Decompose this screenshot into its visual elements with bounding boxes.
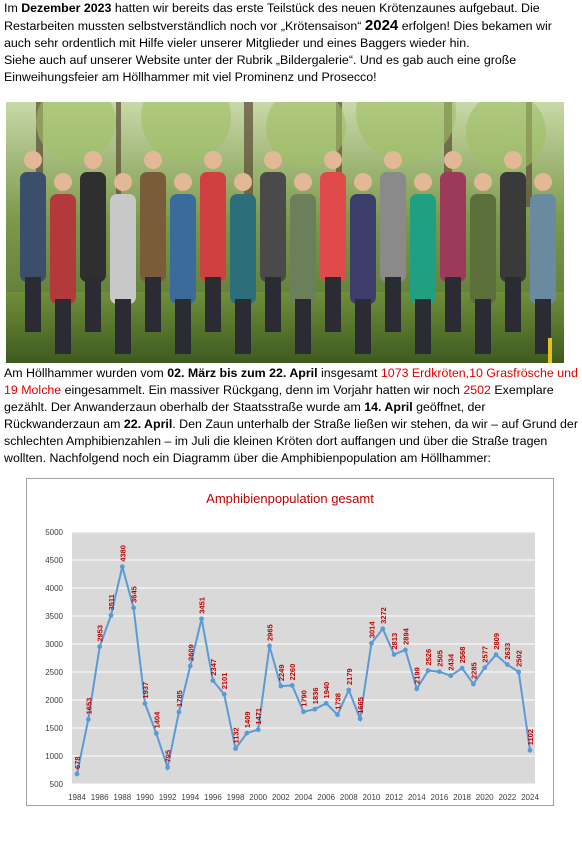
person-head — [84, 151, 102, 169]
data-label: 2813 — [390, 632, 400, 650]
person-body — [410, 194, 436, 304]
x-tick-label: 1986 — [90, 793, 109, 802]
y-tick-label: 3500 — [45, 612, 63, 621]
group-photo — [6, 102, 564, 363]
data-label: 1404 — [152, 711, 162, 729]
data-label: 3451 — [197, 597, 207, 614]
data-point — [154, 731, 159, 736]
data-point — [335, 712, 340, 717]
data-label: 4380 — [118, 545, 128, 562]
y-tick-label: 5000 — [45, 528, 63, 537]
person-body — [80, 172, 106, 282]
data-point — [131, 605, 136, 610]
data-label: 2502 — [514, 650, 524, 667]
person-legs — [55, 299, 71, 354]
person-legs — [175, 299, 191, 354]
data-label: 1940 — [322, 681, 332, 699]
person-body — [110, 194, 136, 304]
data-label: 2577 — [480, 646, 490, 663]
person-legs — [355, 299, 371, 354]
data-point — [278, 684, 283, 689]
x-tick-label: 1998 — [226, 793, 245, 802]
data-label: 1409 — [242, 711, 252, 729]
data-label: 2633 — [503, 642, 513, 660]
data-point — [267, 644, 272, 649]
data-label: 3511 — [106, 594, 116, 611]
person-head — [54, 173, 72, 191]
y-tick-label: 2500 — [45, 668, 63, 677]
x-tick-label: 2002 — [271, 793, 290, 802]
data-point — [211, 678, 216, 683]
data-label: 2965 — [265, 624, 275, 641]
data-point — [414, 686, 419, 691]
data-label: 2894 — [401, 628, 411, 645]
x-tick-label: 1992 — [158, 793, 177, 802]
person-legs — [235, 299, 251, 354]
intro-paragraph: Im Dezember 2023 hatten wir bereits das erste Teilstück des neuen Krötenzaunes aufgebaut. Die Restarbeiten mussten selbstverständlich noch vor „Krötensaison“ 2024 erfolgen! Dies bekamen wir auch sehr ordentlich mit Hilfe vieler unserer Mitglieder und eines Baggers wieder hin. Siehe auch auf unserer Website unter der Rubrik „Bildergalerie“. Und es gab auch eine große Einweihungsfeier am Höllhammer mit viel Prominenz und Prosecco! — [4, 1, 552, 84]
data-point — [346, 688, 351, 693]
person-body — [320, 172, 346, 282]
data-label: 1790 — [299, 690, 309, 707]
data-label: 3014 — [367, 621, 377, 639]
data-label: 3645 — [129, 586, 139, 603]
data-point — [301, 709, 306, 714]
data-label: 2434 — [446, 653, 456, 671]
person-body — [380, 172, 406, 282]
person-head — [414, 173, 432, 191]
data-label: 3272 — [378, 607, 388, 624]
x-tick-label: 2006 — [317, 793, 336, 802]
person-body — [170, 194, 196, 304]
data-label: 2199 — [412, 667, 422, 684]
person-body — [140, 172, 166, 282]
data-label: 1785 — [174, 690, 184, 707]
data-point — [244, 731, 249, 736]
person-legs — [505, 277, 521, 332]
data-label: 2347 — [208, 658, 218, 676]
data-point — [460, 666, 465, 671]
x-tick-label: 2022 — [498, 793, 517, 802]
data-point — [324, 701, 329, 706]
person-legs — [325, 277, 341, 332]
data-label: 1836 — [310, 687, 320, 705]
data-point — [177, 710, 182, 715]
x-tick-label: 1984 — [68, 793, 86, 802]
data-point — [97, 644, 102, 649]
y-tick-label: 1000 — [45, 752, 63, 761]
data-point — [165, 765, 170, 770]
data-point — [290, 683, 295, 688]
person-body — [50, 194, 76, 304]
data-point — [75, 772, 80, 777]
data-point — [312, 707, 317, 712]
x-tick-label: 1994 — [181, 793, 200, 802]
person-head — [264, 151, 282, 169]
group-photo-illustration — [6, 102, 564, 363]
person-body — [260, 172, 286, 282]
data-label: 1102 — [525, 729, 535, 746]
person-head — [234, 173, 252, 191]
data-point — [505, 662, 510, 667]
data-label: 795 — [163, 749, 173, 763]
x-tick-label: 2012 — [385, 793, 403, 802]
data-point — [233, 746, 238, 751]
data-point — [369, 641, 374, 646]
y-tick-label: 3000 — [45, 640, 63, 649]
person-head — [174, 173, 192, 191]
y-tick-label: 4000 — [45, 584, 63, 593]
x-tick-label: 1988 — [113, 793, 132, 802]
data-point — [109, 613, 114, 618]
y-tick-label: 4500 — [45, 556, 63, 565]
data-point — [392, 652, 397, 657]
person-legs — [205, 277, 221, 332]
data-point — [358, 716, 363, 721]
x-tick-label: 2004 — [294, 793, 313, 802]
data-label: 2285 — [469, 662, 479, 680]
x-tick-label: 2020 — [475, 793, 494, 802]
person-body — [230, 194, 256, 304]
data-label: 2101 — [220, 672, 230, 690]
person-head — [534, 173, 552, 191]
person-head — [444, 151, 462, 169]
person-legs — [295, 299, 311, 354]
person-legs — [445, 277, 461, 332]
person-head — [354, 173, 372, 191]
data-point — [86, 717, 91, 722]
person-body — [530, 194, 556, 304]
data-label: 2505 — [435, 650, 445, 667]
person-head — [474, 173, 492, 191]
data-label: 2609 — [186, 644, 196, 661]
person-head — [24, 151, 42, 169]
person-legs — [145, 277, 161, 332]
person-legs — [265, 277, 281, 332]
data-point — [448, 673, 453, 678]
data-point — [403, 648, 408, 653]
data-label: 1471 — [254, 707, 264, 725]
person-head — [144, 151, 162, 169]
person-legs — [25, 277, 41, 332]
person-body — [20, 172, 46, 282]
data-label: 1653 — [84, 697, 94, 715]
x-tick-label: 2010 — [362, 793, 381, 802]
y-tick-label: 1500 — [45, 724, 63, 733]
person-body — [440, 172, 466, 282]
data-label: 2249 — [276, 664, 286, 682]
data-label: 2809 — [491, 632, 501, 650]
population-line-chart — [27, 479, 553, 805]
data-point — [437, 669, 442, 674]
data-point — [471, 682, 476, 687]
x-tick-label: 1990 — [136, 793, 154, 802]
person-head — [384, 151, 402, 169]
data-label: 2260 — [288, 663, 298, 681]
data-label: 2568 — [458, 646, 468, 664]
data-label: 1937 — [141, 681, 151, 699]
data-point — [222, 692, 227, 697]
person-legs — [115, 299, 131, 354]
data-label: 1665 — [356, 697, 366, 714]
person-legs — [85, 277, 101, 332]
person-head — [294, 173, 312, 191]
chart-title: Amphibienpopulation gesamt — [206, 491, 374, 506]
data-point — [516, 669, 521, 674]
data-point — [199, 616, 204, 621]
y-tick-label: 2000 — [45, 696, 63, 705]
data-label: 2179 — [344, 668, 354, 685]
data-point — [494, 652, 499, 657]
data-label: 678 — [73, 756, 83, 769]
person-head — [324, 151, 342, 169]
x-tick-label: 2018 — [453, 793, 471, 802]
person-head — [204, 151, 222, 169]
chart-frame — [26, 478, 554, 806]
data-label: 2526 — [424, 648, 434, 666]
person-head — [114, 173, 132, 191]
data-point — [528, 748, 533, 753]
data-point — [143, 701, 148, 706]
data-point — [482, 665, 487, 670]
person-body — [290, 194, 316, 304]
x-tick-label: 1996 — [204, 793, 222, 802]
x-tick-label: 2008 — [339, 793, 358, 802]
person-body — [350, 194, 376, 304]
person-body — [200, 172, 226, 282]
y-tick-label: 500 — [49, 780, 63, 789]
person-legs — [415, 299, 431, 354]
data-label: 1132 — [231, 727, 241, 744]
report-paragraph: Am Höllhammer wurden vom 02. März bis zum 22. April insgesamt 1073 Erdkröten,10 Grasfrösche und 19 Molche eingesammelt. Ein massiver Rückgang, denn im Vorjahr hatten wir noch 2502 Exemplare gezählt. Der Anwanderzaun oberhalb der Staatsstraße wurde am 14. April geöffnet, der Rückwanderzaun am 22. April. Den Zaun unterhalb der Straße ließen wir stehen, da wir – auf Grund der schlechten Amphibienzahlen – im Juli die kleinen Kröten dort auffangen und über die Straße tragen wollten. Nachfolgend noch ein Diagramm über die Amphibienpopulation am Höllhammer: — [4, 366, 578, 465]
x-tick-label: 2024 — [521, 793, 539, 802]
data-point — [120, 564, 125, 569]
data-label: 2953 — [95, 624, 105, 642]
x-tick-label: 2000 — [249, 793, 268, 802]
data-point — [256, 727, 261, 732]
person-body — [500, 172, 526, 282]
x-tick-label: 2014 — [407, 793, 426, 802]
data-label: 1738 — [333, 693, 343, 710]
person-body — [470, 194, 496, 304]
data-point — [380, 626, 385, 631]
x-tick-label: 2016 — [430, 793, 449, 802]
data-point — [426, 668, 431, 673]
person-head — [504, 151, 522, 169]
data-point — [188, 663, 193, 668]
person-legs — [385, 277, 401, 332]
person-legs — [475, 299, 491, 354]
